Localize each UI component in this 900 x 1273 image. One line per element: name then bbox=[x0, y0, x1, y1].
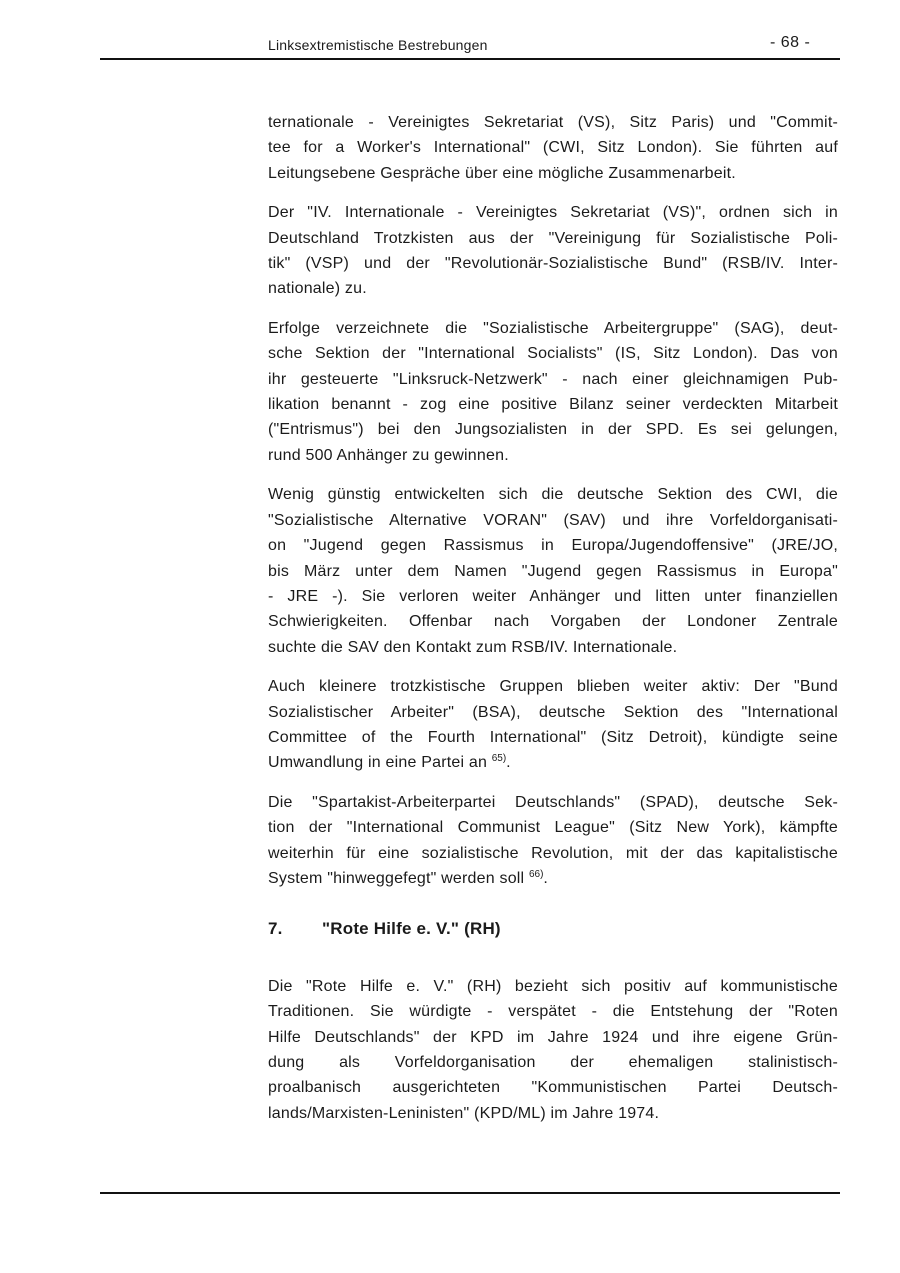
running-header-title: Linksextremistische Bestrebungen bbox=[268, 37, 488, 53]
section-number: 7. bbox=[268, 919, 283, 939]
paragraph bbox=[268, 200, 838, 302]
text-line: tion der "International Communist League" (Sitz New York), kämpfte bbox=[268, 819, 838, 837]
footnote-ref: 66) bbox=[528, 868, 544, 880]
text-line: nationale) zu. bbox=[268, 280, 367, 298]
document-body bbox=[268, 110, 838, 1140]
text-before-footnote: Umwandlung in eine Partei an bbox=[268, 754, 492, 772]
text-line: dung als Vorfeldorganisation der ehemaligen stalinistisch- bbox=[268, 1054, 838, 1071]
page-number: - 68 - bbox=[770, 34, 811, 51]
text-line: Die "Spartakist-Arbeiterpartei Deutschlands" (SPAD), deutsche Sek- bbox=[268, 793, 838, 811]
text-line: Traditionen. Sie würdigte - verspätet - die Entstehung der "Roten bbox=[268, 1003, 838, 1021]
text-line: rund 500 Anhänger zu gewinnen. bbox=[268, 446, 509, 464]
text-line bbox=[268, 750, 838, 775]
text-line: lands/Marxisten-Leninisten" (KPD/ML) im Jahre 1974. bbox=[268, 1104, 660, 1122]
text-line: Erfolge verzeichnete die "Sozialistische Arbeitergruppe" (SAG), deut- bbox=[268, 319, 838, 337]
header-rule bbox=[100, 58, 840, 60]
text-line: sche Sektion der "International Socialists" (IS, Sitz London). Das von bbox=[268, 345, 838, 363]
text-line: ternationale - Vereinigtes Sekretariat (VS), Sitz Paris) und "Commit- bbox=[268, 114, 838, 131]
text-line: tik" (VSP) und der "Revolutionär-Sozialistische Bund" (RSB/IV. Inter- bbox=[268, 255, 838, 273]
text-line: likation benannt - zog eine positive Bilanz seiner verdeckten Mitarbeit bbox=[268, 396, 838, 414]
text-line: Committee of the Fourth International" (Sitz Detroit), kündigte seine bbox=[268, 728, 838, 746]
text-line: Deutschland Trotzkisten aus der "Vereinigung für Sozialistische Poli- bbox=[268, 229, 838, 247]
text-line: "Sozialistische Alternative VORAN" (SAV) und ihre Vorfeldorganisati- bbox=[268, 511, 838, 529]
text-line: ihr gesteuerte "Linksruck-Netzwerk" - nach einer gleichnamigen Pub- bbox=[268, 370, 838, 388]
text-line: Sozialistischer Arbeiter" (BSA), deutsche Sektion des "International bbox=[268, 703, 838, 721]
text-line: Die "Rote Hilfe e. V." (RH) bezieht sich positiv auf kommunistische bbox=[268, 977, 838, 995]
text-line: Hilfe Deutschlands" der KPD im Jahre 1924 und ihre eigene Grün- bbox=[268, 1028, 838, 1046]
text-line: suchte die SAV den Kontakt zum RSB/IV. Internationale. bbox=[268, 638, 678, 656]
text-after-footnote: . bbox=[543, 869, 549, 887]
text-after-footnote: . bbox=[506, 754, 511, 772]
text-line: Der "IV. Internationale - Vereinigtes Sekretariat (VS)", ordnen sich in bbox=[268, 204, 838, 222]
text-line: on "Jugend gegen Rassismus in Europa/Jugendoffensive" (JRE/JO, bbox=[268, 537, 838, 555]
text-line: Leitungsebene Gespräche über eine mögliche Zusammenarbeit. bbox=[268, 164, 736, 182]
paragraph bbox=[268, 110, 838, 186]
text-line bbox=[268, 866, 838, 891]
paragraph bbox=[268, 482, 838, 660]
footer-rule bbox=[100, 1192, 840, 1194]
paragraph bbox=[268, 674, 838, 776]
text-line: tee for a Worker's International" (CWI, Sitz London). Sie führten auf bbox=[268, 139, 838, 157]
paragraph bbox=[268, 316, 838, 468]
text-before-footnote: System "hinweggefegt" werden soll bbox=[268, 869, 529, 887]
text-line: weiterhin für eine sozialistische Revolution, mit der das kapitalistische bbox=[268, 844, 838, 862]
footnote-ref: 65) bbox=[491, 753, 507, 765]
text-line: ("Entrismus") bei den Jungsozialisten in der SPD. Es sei gelungen, bbox=[268, 421, 838, 439]
paragraph bbox=[268, 790, 838, 892]
text-line: proalbanisch ausgerichteten "Kommunistischen Partei Deutsch- bbox=[268, 1079, 838, 1097]
text-line: - JRE -). Sie verloren weiter Anhänger und litten unter finanziellen bbox=[268, 587, 838, 605]
text-line: Wenig günstig entwickelten sich die deutsche Sektion des CWI, die bbox=[268, 486, 838, 504]
section-heading bbox=[268, 916, 838, 941]
section-title: "Rote Hilfe e. V." (RH) bbox=[322, 919, 501, 939]
text-line: bis März unter dem Namen "Jugend gegen Rassismus in Europa" bbox=[268, 562, 838, 580]
paragraph bbox=[268, 974, 838, 1126]
text-line: Schwierigkeiten. Offenbar nach Vorgaben der Londoner Zentrale bbox=[268, 613, 838, 631]
text-line: Auch kleinere trotzkistische Gruppen blieben weiter aktiv: Der "Bund bbox=[268, 678, 838, 696]
